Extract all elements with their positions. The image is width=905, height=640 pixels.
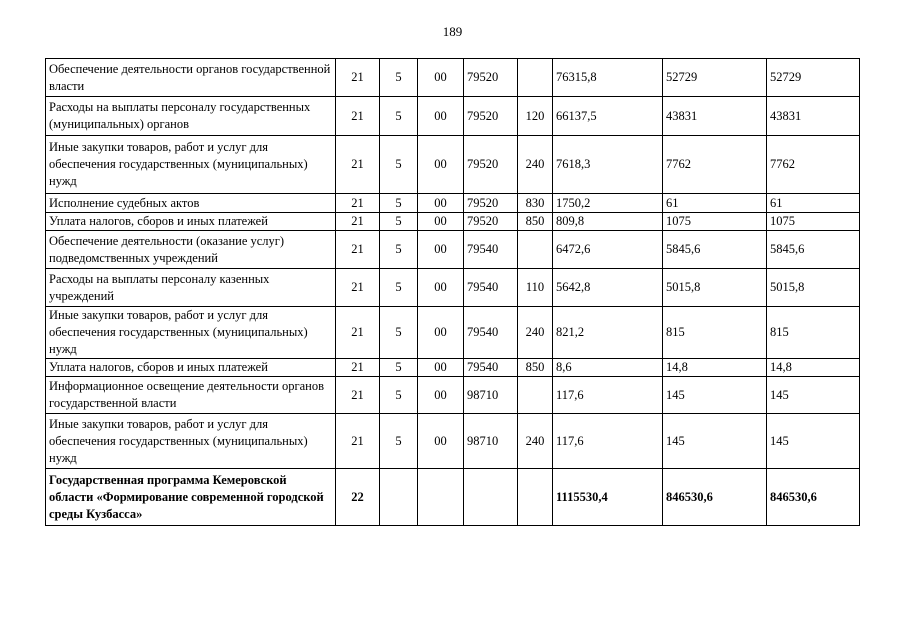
row-amount-cell: 61 xyxy=(663,194,767,213)
row-code-cell xyxy=(518,469,553,526)
table-row xyxy=(46,377,860,414)
row-code-cell: 00 xyxy=(418,307,464,359)
row-code-cell: 21 xyxy=(336,97,380,136)
row-amount-cell: 145 xyxy=(767,377,860,414)
table-row xyxy=(46,194,860,213)
row-amount-cell: 6472,6 xyxy=(553,231,663,269)
row-amount-cell: 846530,6 xyxy=(767,469,860,526)
row-code-cell: 00 xyxy=(418,269,464,307)
table-row xyxy=(46,359,860,377)
row-name-cell: Обеспечение деятельности органов государственной власти xyxy=(46,59,336,97)
row-amount-cell: 5642,8 xyxy=(553,269,663,307)
row-code-cell: 79540 xyxy=(464,231,518,269)
row-code-cell: 830 xyxy=(518,194,553,213)
row-amount-cell: 52729 xyxy=(663,59,767,97)
row-code-cell xyxy=(464,469,518,526)
table-row xyxy=(46,97,860,136)
row-code-cell: 00 xyxy=(418,359,464,377)
row-amount-cell: 5015,8 xyxy=(767,269,860,307)
table-row xyxy=(46,59,860,97)
row-code-cell xyxy=(518,59,553,97)
row-amount-cell: 52729 xyxy=(767,59,860,97)
row-code-cell: 79520 xyxy=(464,59,518,97)
row-code-cell: 5 xyxy=(380,213,418,231)
row-code-cell: 21 xyxy=(336,213,380,231)
row-code-cell: 5 xyxy=(380,307,418,359)
row-code-cell xyxy=(418,469,464,526)
row-code-cell: 120 xyxy=(518,97,553,136)
row-code-cell: 21 xyxy=(336,136,380,194)
row-name-cell: Расходы на выплаты персоналу государственных (муниципальных) органов xyxy=(46,97,336,136)
row-amount-cell: 5845,6 xyxy=(767,231,860,269)
row-amount-cell: 846530,6 xyxy=(663,469,767,526)
row-amount-cell: 8,6 xyxy=(553,359,663,377)
page-number: 189 xyxy=(442,24,463,39)
table-row xyxy=(46,414,860,469)
row-code-cell: 00 xyxy=(418,377,464,414)
row-code-cell: 79540 xyxy=(464,269,518,307)
row-amount-cell: 61 xyxy=(767,194,860,213)
row-code-cell: 5 xyxy=(380,269,418,307)
row-amount-cell: 809,8 xyxy=(553,213,663,231)
row-amount-cell: 5845,6 xyxy=(663,231,767,269)
row-code-cell: 00 xyxy=(418,194,464,213)
row-code-cell: 850 xyxy=(518,213,553,231)
row-amount-cell: 145 xyxy=(663,414,767,469)
row-code-cell: 5 xyxy=(380,194,418,213)
row-name-cell: Государственная программа Кемеровской области «Формирование современной городской среды Кузбасса» xyxy=(46,469,336,526)
row-code-cell xyxy=(380,469,418,526)
row-name-cell: Иные закупки товаров, работ и услуг для обеспечения государственных (муниципальных) нужд xyxy=(46,307,336,359)
row-code-cell: 98710 xyxy=(464,377,518,414)
row-code-cell: 21 xyxy=(336,59,380,97)
table-row-program-total xyxy=(46,469,860,526)
row-code-cell: 240 xyxy=(518,307,553,359)
row-amount-cell: 821,2 xyxy=(553,307,663,359)
row-code-cell: 79540 xyxy=(464,359,518,377)
row-code-cell: 98710 xyxy=(464,414,518,469)
row-code-cell: 5 xyxy=(380,231,418,269)
row-name-cell: Уплата налогов, сборов и иных платежей xyxy=(46,359,336,377)
row-code-cell: 21 xyxy=(336,269,380,307)
row-code-cell: 00 xyxy=(418,97,464,136)
row-code-cell: 5 xyxy=(380,359,418,377)
table-row xyxy=(46,231,860,269)
row-code-cell xyxy=(518,377,553,414)
row-code-cell: 21 xyxy=(336,194,380,213)
row-amount-cell: 1115530,4 xyxy=(553,469,663,526)
row-amount-cell: 66137,5 xyxy=(553,97,663,136)
row-amount-cell: 1075 xyxy=(663,213,767,231)
row-code-cell: 850 xyxy=(518,359,553,377)
row-amount-cell: 5015,8 xyxy=(663,269,767,307)
row-name-cell: Информационное освещение деятельности органов государственной власти xyxy=(46,377,336,414)
row-amount-cell: 117,6 xyxy=(553,377,663,414)
row-amount-cell: 7618,3 xyxy=(553,136,663,194)
row-name-cell: Иные закупки товаров, работ и услуг для обеспечения государственных (муниципальных) нужд xyxy=(46,136,336,194)
row-code-cell: 5 xyxy=(380,59,418,97)
row-code-cell xyxy=(518,231,553,269)
row-amount-cell: 815 xyxy=(663,307,767,359)
row-code-cell: 79540 xyxy=(464,307,518,359)
row-code-cell: 00 xyxy=(418,59,464,97)
row-code-cell: 240 xyxy=(518,136,553,194)
row-amount-cell: 43831 xyxy=(663,97,767,136)
row-code-cell: 00 xyxy=(418,213,464,231)
row-amount-cell: 1075 xyxy=(767,213,860,231)
row-code-cell: 79520 xyxy=(464,213,518,231)
row-code-cell: 21 xyxy=(336,414,380,469)
table-row xyxy=(46,136,860,194)
row-amount-cell: 1750,2 xyxy=(553,194,663,213)
row-code-cell: 5 xyxy=(380,136,418,194)
row-amount-cell: 14,8 xyxy=(767,359,860,377)
row-amount-cell: 117,6 xyxy=(553,414,663,469)
row-amount-cell: 145 xyxy=(767,414,860,469)
table-row xyxy=(46,307,860,359)
row-code-cell: 21 xyxy=(336,377,380,414)
row-name-cell: Исполнение судебных актов xyxy=(46,194,336,213)
row-code-cell: 110 xyxy=(518,269,553,307)
row-code-cell: 00 xyxy=(418,136,464,194)
row-code-cell: 00 xyxy=(418,414,464,469)
table-row xyxy=(46,213,860,231)
row-name-cell: Иные закупки товаров, работ и услуг для обеспечения государственных (муниципальных) нужд xyxy=(46,414,336,469)
row-code-cell: 79520 xyxy=(464,136,518,194)
row-amount-cell: 7762 xyxy=(663,136,767,194)
row-name-cell: Обеспечение деятельности (оказание услуг) подведомственных учреждений xyxy=(46,231,336,269)
row-amount-cell: 43831 xyxy=(767,97,860,136)
row-code-cell: 5 xyxy=(380,414,418,469)
row-amount-cell: 14,8 xyxy=(663,359,767,377)
table-row xyxy=(46,269,860,307)
row-code-cell: 21 xyxy=(336,231,380,269)
row-name-cell: Расходы на выплаты персоналу казенных учреждений xyxy=(46,269,336,307)
row-code-cell: 21 xyxy=(336,307,380,359)
row-name-cell: Уплата налогов, сборов и иных платежей xyxy=(46,213,336,231)
row-code-cell: 22 xyxy=(336,469,380,526)
row-amount-cell: 145 xyxy=(663,377,767,414)
row-code-cell: 00 xyxy=(418,231,464,269)
row-code-cell: 5 xyxy=(380,377,418,414)
row-code-cell: 79520 xyxy=(464,194,518,213)
row-code-cell: 5 xyxy=(380,97,418,136)
row-amount-cell: 76315,8 xyxy=(553,59,663,97)
row-amount-cell: 815 xyxy=(767,307,860,359)
row-code-cell: 240 xyxy=(518,414,553,469)
row-code-cell: 79520 xyxy=(464,97,518,136)
row-amount-cell: 7762 xyxy=(767,136,860,194)
row-code-cell: 21 xyxy=(336,359,380,377)
budget-table xyxy=(45,58,860,526)
